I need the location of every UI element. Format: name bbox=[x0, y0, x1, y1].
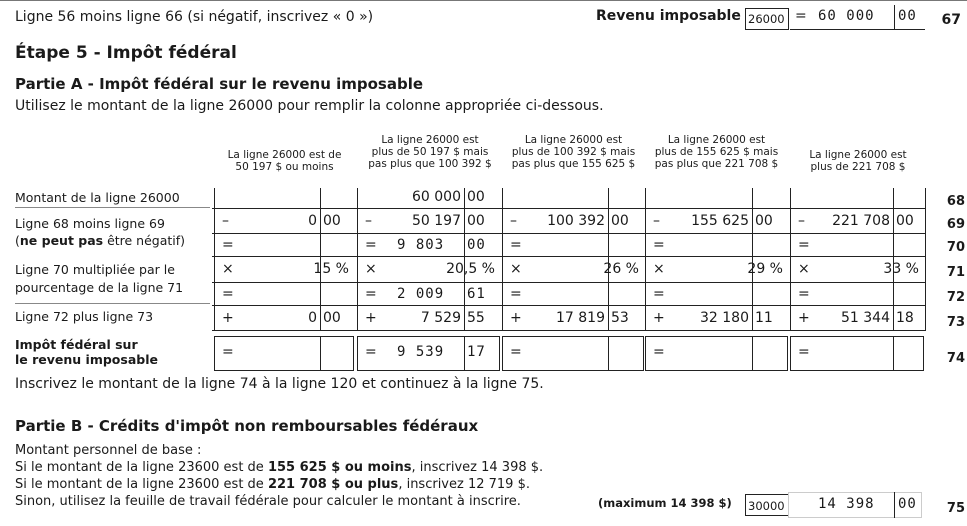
r73-col1-cents: 00 bbox=[323, 309, 341, 326]
r71-col3-symbol: × bbox=[510, 261, 522, 277]
r73-col1-symbol: + bbox=[222, 309, 234, 326]
r72-col5-symbol: = bbox=[798, 285, 810, 302]
part-b-line3: Si le montant de la ligne 23600 est de 221 708 $ ou plus, inscrivez 12 719 $. bbox=[15, 477, 530, 492]
row-74-label: Impôt fédéral sur le revenu imposable bbox=[15, 337, 158, 367]
part-b-line1: Montant personnel de base : bbox=[15, 443, 202, 458]
r70-col1-symbol: = bbox=[222, 236, 234, 253]
row-71-label: Ligne 70 multipliée par le bbox=[15, 262, 175, 277]
r74-col2-amount: 9 539 bbox=[397, 344, 445, 360]
col3-header: La ligne 26000 est plus de 100 392 $ mais pas plus que 155 625 $ bbox=[511, 134, 636, 170]
r73-col2-amount: 7 529 bbox=[420, 309, 461, 326]
line-number-72: 72 bbox=[946, 290, 965, 305]
r73-col5-amount: 51 344 bbox=[841, 309, 890, 326]
r73-underline bbox=[212, 330, 926, 331]
r69-col1-amount: 0 bbox=[308, 212, 317, 229]
r69-col4-amount: 155 625 bbox=[691, 212, 749, 229]
r69-col1-cents: 00 bbox=[323, 212, 341, 229]
r73-col5-cents: 18 bbox=[896, 309, 914, 326]
col3-line74-box bbox=[502, 336, 644, 371]
col4-line74-box bbox=[645, 336, 788, 371]
col3-cents-rule bbox=[608, 188, 609, 330]
r74-col1-symbol: = bbox=[222, 344, 234, 360]
col5-cents-rule bbox=[893, 188, 894, 330]
part-b-title: Partie B - Crédits d'impôt non remboursables fédéraux bbox=[15, 417, 479, 435]
col1-cents-rule bbox=[320, 188, 321, 330]
r73-col3-amount: 17 819 bbox=[556, 309, 605, 326]
row-69-label: Ligne 68 moins ligne 69 bbox=[15, 216, 165, 231]
cents-divider bbox=[894, 5, 895, 29]
r73-col3-cents: 53 bbox=[611, 309, 629, 326]
r72-col2-amount: 2 009 bbox=[397, 285, 445, 302]
taxable-income-label: Revenu imposable bbox=[596, 8, 741, 24]
line-number-75: 75 bbox=[946, 501, 965, 516]
code-26000: 26000 bbox=[748, 12, 785, 26]
r70-col3-symbol: = bbox=[510, 236, 522, 253]
r71-col3-percent: 26 % bbox=[603, 261, 639, 277]
row-72-rule bbox=[15, 303, 210, 304]
col4-left-rule bbox=[645, 188, 646, 330]
line-number-74: 74 bbox=[946, 351, 965, 366]
col4-line74-cents-rule bbox=[752, 336, 753, 371]
col1-left-rule bbox=[214, 188, 215, 330]
taxable-income-amount: 60 000 bbox=[818, 8, 875, 24]
col4-header: La ligne 26000 est plus de 155 625 $ mais pas plus que 221 708 $ bbox=[654, 134, 779, 170]
r74-col2-symbol: = bbox=[365, 344, 377, 360]
step-5-title: Étape 5 - Impôt fédéral bbox=[15, 43, 237, 63]
col2-line74-cents-rule bbox=[464, 336, 465, 371]
r73-col4-symbol: + bbox=[653, 309, 665, 326]
r69-col3-symbol: – bbox=[510, 212, 517, 229]
row-73-label: Ligne 72 plus ligne 73 bbox=[15, 309, 154, 324]
r71-col5-percent: 33 % bbox=[883, 261, 919, 277]
r71-col5-symbol: × bbox=[798, 261, 810, 277]
after-74-note: Inscrivez le montant de la ligne 74 à la ligne 120 et continuez à la ligne 75. bbox=[15, 376, 544, 392]
r69-col5-cents: 00 bbox=[896, 212, 914, 229]
r71-col4-symbol: × bbox=[653, 261, 665, 277]
part-b-maximum: (maximum 14 398 $) bbox=[598, 496, 732, 510]
r73-col1-amount: 0 bbox=[308, 309, 317, 326]
r69-col4-cents: 00 bbox=[755, 212, 773, 229]
col5-line74-cents-rule bbox=[893, 336, 894, 371]
row-68-label: Montant de la ligne 26000 bbox=[15, 190, 180, 205]
col2-left-rule bbox=[357, 188, 358, 330]
col2-header: La ligne 26000 est plus de 50 197 $ mais pas plus que 100 392 $ bbox=[368, 134, 492, 170]
col4-cents-rule bbox=[752, 188, 753, 330]
col5-line74-box bbox=[790, 336, 924, 371]
r72-col3-symbol: = bbox=[510, 285, 522, 302]
line-number-67: 67 bbox=[941, 12, 961, 28]
r73-col5-symbol: + bbox=[798, 309, 810, 326]
r72-col4-symbol: = bbox=[653, 285, 665, 302]
r69-col2-cents: 00 bbox=[467, 212, 485, 229]
r73-col4-cents: 11 bbox=[755, 309, 773, 326]
col2-cents-rule bbox=[464, 188, 465, 330]
r71-col2-percent: 20,5 % bbox=[446, 261, 495, 277]
part-a-intro: Utilisez le montant de la ligne 26000 pour remplir la colonne appropriée ci-dessous. bbox=[15, 98, 604, 114]
r73-col3-symbol: + bbox=[510, 309, 522, 326]
r73-col4-amount: 32 180 bbox=[700, 309, 749, 326]
r68-col2-cents: 00 bbox=[467, 189, 485, 205]
line-number-68: 68 bbox=[946, 194, 965, 209]
line-75-cents: 00 bbox=[898, 496, 917, 512]
r73-col2-cents: 55 bbox=[467, 309, 485, 326]
r74-col3-symbol: = bbox=[510, 344, 522, 360]
line-75-amount: 14 398 bbox=[818, 496, 875, 512]
col5-header: La ligne 26000 est plus de 221 708 $ bbox=[809, 149, 907, 173]
row-69-label2: (ne peut pas être négatif) bbox=[15, 233, 186, 248]
col1-line74-box bbox=[214, 336, 354, 371]
table-right-rule bbox=[925, 188, 926, 330]
r71-col1-percent: 15 % bbox=[313, 261, 349, 277]
col5-left-rule bbox=[790, 188, 791, 330]
part-a-title: Partie A - Impôt fédéral sur le revenu imposable bbox=[15, 75, 424, 93]
r71-col1-symbol: × bbox=[222, 261, 234, 277]
part-b-line4: Sinon, utilisez la feuille de travail fédérale pour calculer le montant à inscrire. bbox=[15, 494, 521, 509]
r70-col2-symbol: = bbox=[365, 236, 377, 253]
taxable-income-cents: 00 bbox=[898, 8, 917, 24]
line-56-text: Ligne 56 moins ligne 66 (si négatif, inscrivez « 0 ») bbox=[15, 9, 374, 25]
r69-col3-amount: 100 392 bbox=[547, 212, 605, 229]
r69-col5-symbol: – bbox=[798, 212, 805, 229]
r70-col5-symbol: = bbox=[798, 236, 810, 253]
line-number-71: 71 bbox=[946, 265, 965, 280]
eq-sign: = bbox=[795, 8, 807, 24]
col1-header: La ligne 26000 est de 50 197 $ ou moins bbox=[227, 149, 342, 173]
r70-col4-symbol: = bbox=[653, 236, 665, 253]
r69-col1-symbol: – bbox=[222, 212, 229, 229]
r72-col1-symbol: = bbox=[222, 285, 234, 302]
r73-col2-symbol: + bbox=[365, 309, 377, 326]
col3-left-rule bbox=[502, 188, 503, 330]
r70-col2-amount: 9 803 bbox=[397, 236, 445, 253]
r74-col4-symbol: = bbox=[653, 344, 665, 360]
line-number-70: 70 bbox=[946, 240, 965, 255]
r72-col2-cents: 61 bbox=[467, 285, 486, 302]
r68-col2-amount: 60 000 bbox=[412, 189, 461, 205]
row-68-rule bbox=[15, 207, 210, 208]
r71-col4-percent: 29 % bbox=[747, 261, 783, 277]
col3-line74-cents-rule bbox=[608, 336, 609, 371]
r69-col5-amount: 221 708 bbox=[832, 212, 890, 229]
r72-col2-symbol: = bbox=[365, 285, 377, 302]
amount-underline bbox=[790, 29, 925, 30]
row-71-label2: pourcentage de la ligne 71 bbox=[15, 280, 184, 295]
r70-col2-cents: 00 bbox=[467, 236, 486, 253]
r69-col2-symbol: – bbox=[365, 212, 372, 229]
part-b-line2: Si le montant de la ligne 23600 est de 155 625 $ ou moins, inscrivez 14 398 $. bbox=[15, 460, 544, 475]
col1-line74-cents-rule bbox=[320, 336, 321, 371]
code-30000: 30000 bbox=[748, 499, 785, 513]
r69-col3-cents: 00 bbox=[611, 212, 629, 229]
line-number-73: 73 bbox=[946, 315, 965, 330]
r69-col4-symbol: – bbox=[653, 212, 660, 229]
top-border bbox=[0, 0, 967, 1]
r74-col5-symbol: = bbox=[798, 344, 810, 360]
line-75-cents-divider bbox=[894, 492, 895, 518]
line-number-69: 69 bbox=[946, 217, 965, 232]
r71-col2-symbol: × bbox=[365, 261, 377, 277]
r69-col2-amount: 50 197 bbox=[412, 212, 461, 229]
r74-col2-cents: 17 bbox=[467, 344, 486, 360]
